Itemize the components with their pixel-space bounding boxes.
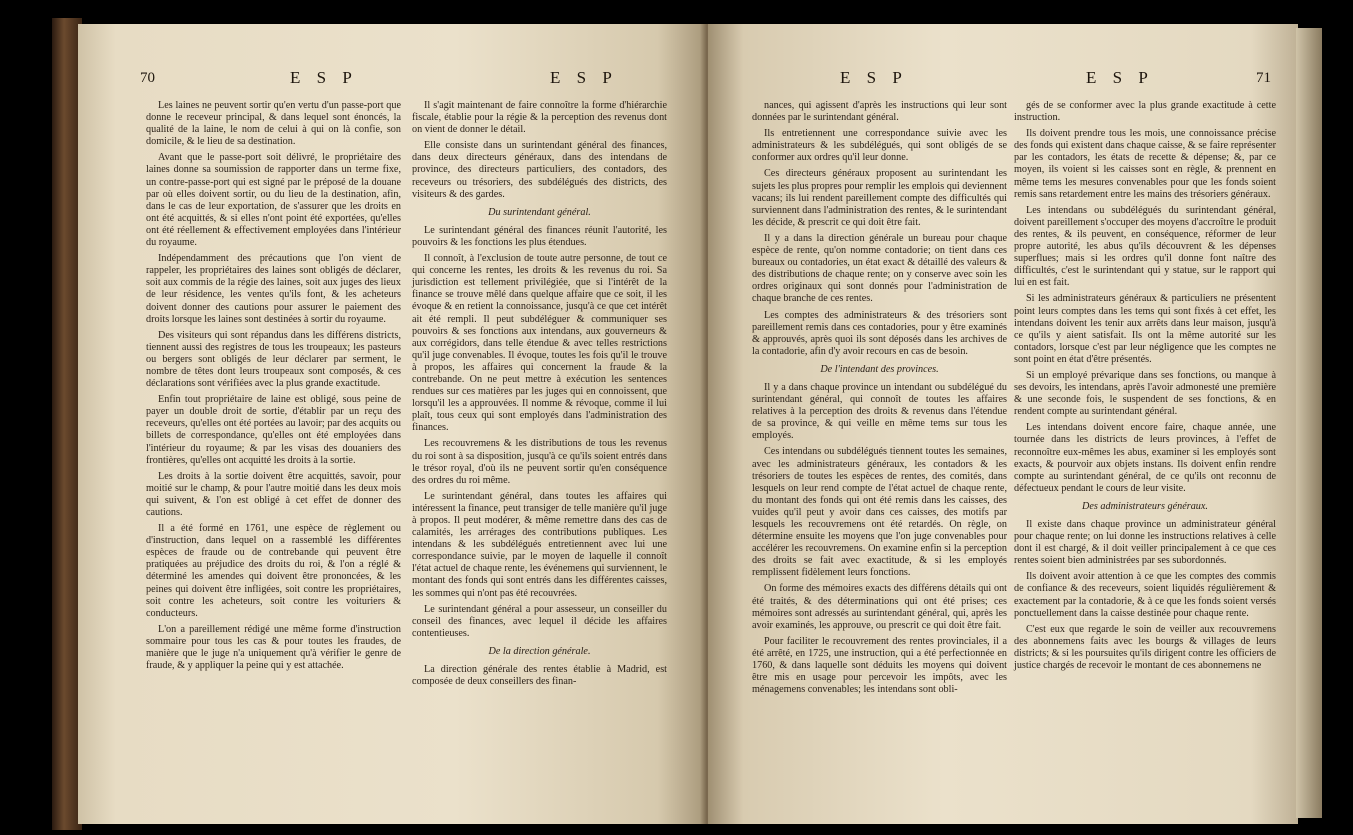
running-head-right-col1: E S P <box>840 68 908 87</box>
paragraph: Les comptes des administrateurs & des trésoriers sont pareillement remis dans ces contadories, pour y être examinés & approuvés, après quoi ils sont déposés dans les archives de la contadorie, afin d'y avoir recours en cas de besoin. <box>752 309 1007 357</box>
left-page-column-2 <box>412 100 667 692</box>
paragraph: Les intendans doivent encore faire, chaque année, une tournée dans les districts de leurs provinces, à l'effet de reconnoître eux-mêmes les abus, examiner si les employés sont exacts, & pourvoir aux objets instans. Ils doivent enfin rendre compte au surintendant général, de ce qu'ils ont reconnu de défectueux pendant le cours de leur visite. <box>1014 422 1276 494</box>
paragraph: Ces directeurs généraux proposent au surintendant les sujets les plus propres pour remplir les emplois qui deviennent vacans; ils lui rendent pareillement compte des difficultés qui surviennent dans l'administration des rentes, & le surintendant les décide, & prescrit ce qui doit être fait. <box>752 168 1007 228</box>
paragraph: Ils doivent prendre tous les mois, une connoissance précise des fonds qui existent dans chaque caisse, & se faire représenter par les contadors, les états de recette & dépense; &, par ce moyen, ils voient si les caisses sont en règle, & prennent en même tems les mesures convenables pour que les fonds soient remis sans retardement entre les mains des trésoriers généraux. <box>1014 128 1276 200</box>
section-heading: De la direction générale. <box>488 645 591 657</box>
paragraph: Les droits à la sortie doivent être acquittés, savoir, pour moitié sur le champ, & pour l'autre moitié dans les deux mois qui suivent, & l'on est obligé à cet effet de donner des cautions. <box>146 470 401 518</box>
section-heading: Du surintendant général. <box>488 206 591 218</box>
paragraph: Le surintendant général a pour assesseur, un conseiller du conseil des finances, avec lequel il décide les affaires contentieuses. <box>412 603 667 639</box>
paragraph: Ils entretiennent une correspondance suivie avec les administrateurs & les subdélégués, qui sont obligés de se conformer aux ordres qu'il leur donne. <box>752 128 1007 164</box>
section-heading: De l'intendant des provinces. <box>820 363 939 375</box>
right-page-column-1 <box>752 100 1007 700</box>
left-page-column-1 <box>146 100 401 676</box>
left-page <box>78 24 708 824</box>
paragraph: Le surintendant général, dans toutes les affaires qui intéressent la finance, peut transiger de telle manière qu'il juge à propos. Il peut modérer, & même remettre dans des cas de calamités, les arrérages des contributions publiques. Les intendans & les subdélégués entretiennent avec lui une correspondance suivie, par le moyen de laquelle il connoît l'état actuel de chaque rente, les événemens qui surviennent, le montant des fonds qui sont entrés dans les différentes caisses, les sommes qui n'ont pas été recouvrées. <box>412 490 668 599</box>
paragraph: La direction générale des rentes établie à Madrid, est composée de deux conseillers des finan- <box>412 664 667 688</box>
paragraph: gés de se conformer avec la plus grande exactitude à cette instruction. <box>1014 100 1276 124</box>
paragraph: Enfin tout propriétaire de laine est obligé, sous peine de payer un double droit de sortie, d'établir par un reçu des receveurs, qu'elles ont été portées au lavoir; par des acquits ou billets de correspondance, qu'elles ont été employées dans l'intérieur du royaume; & par les visas des douaniers des frontières, qu'elles ont acquitté les droits à la sortie. <box>146 394 401 466</box>
paragraph: Les recouvremens & les distributions de tous les revenus du roi sont à sa disposition, jusqu'à ce qu'ils soient entrés dans le trésor royal, d'où ils ne peuvent sortir qu'en conséquence des ordres du roi même. <box>412 438 667 486</box>
paragraph: Elle consiste dans un surintendant général des finances, dans deux directeurs généraux, dans des intendans de province, des directeurs particuliers, des contadors, des receveurs ou trésoriers, des subdélégués des districts, des visiteurs & des gardes. <box>412 140 667 200</box>
running-head-left-col1: E S P <box>290 68 358 87</box>
paragraph: On forme des mémoires exacts des différens détails qui ont été traités, & des déterminations qui ont été prises; ces mémoires sont adressés au surintendant général, qui, après les avoir examinés, les approuve, ou prescrit ce qui doit être fait. <box>752 583 1007 631</box>
book-page-edges <box>1296 28 1322 818</box>
paragraph: Ces intendans ou subdélégués tiennent toutes les semaines, avec les administrateurs généraux, les contadors & les trésoriers de toutes les espèces de rentes, des comités, dans lesquels on leur rend compte de l'état actuel de chaque rente, du montant des fonds qui ont été remis dans les caisses, des vuides qu'il peut y avoir dans ces caisses, des motifs par lesquels les recouvremens ont été retardés. On règle, on détermine ensuite les moyens que l'on juge convenables pour accélérer les recouvremens. On examine enfin si la perception des droits se fait avec exactitude, & si les employés remplissent fidèlement leurs fonctions. <box>752 446 1007 579</box>
paragraph: Les intendans ou subdélégués du surintendant général, doivent pareillement s'occuper des moyens d'accroître le produit des rentes, & ils peuvent, en conséquence, réformer de leur propre autorité, les abus qu'ils découvrent & les dépenses superflues; mais si les ordres qu'il donne font naître des difficultés, c'est le surintendant qui y statue, sur le rapport qui lui en est fait. <box>1014 204 1276 289</box>
paragraph: L'on a pareillement rédigé une même forme d'instruction sommaire pour tous les cas & pour toutes les fraudes, de manière que le juge n'a uniquement qu'à vérifier le genre de fraude, & y appliquer la peine qui y est attachée. <box>146 623 401 672</box>
right-page-column-2 <box>1014 100 1276 676</box>
paragraph: Si les administrateurs généraux & particuliers ne présentent point leurs comptes dans les tems qui sont fixés à cet effet, les intendans doivent les tenir aux arrêts dans leur maison, jusqu'à ce qu'ils y aient satisfait. Ils ont la même autorité sur les contadors, lorsque c'est par leur négligence que les comptes ne sont point en état d'être présentés. <box>1014 293 1276 365</box>
paragraph: Il y a dans chaque province un intendant ou subdélégué du surintendant général, qui connoît de toutes les affaires relatives à la perception des droits & revenus dans l'étendue de sa province, & qui veille en même tems sur tous les employés. <box>752 381 1007 442</box>
section-heading: Des administrateurs généraux. <box>1082 500 1208 512</box>
paragraph: Pour faciliter le recouvrement des rentes provinciales, il a été arrêté, en 1725, une instruction, qui a été perfectionnée en 1760, & dans laquelle sont déduits les moyens qui doivent être mis en usage pour percevoir les impôts, avec les ménagemens convenables; les intendans sont obli- <box>752 635 1007 696</box>
paragraph: Le surintendant général des finances réunit l'autorité, les pouvoirs & les fonctions les plus étendues. <box>412 224 667 248</box>
paragraph: Il y a dans la direction générale un bureau pour chaque espèce de rente, qu'on nomme contadorie; on tient dans ces bureaux ou contadories, un état exact & détaillé des valeurs & des distributions de chaque rente; on y conserve avec soin les ordres originaux qui sont donnés pour l'administration de chaque branche de ces rentes. <box>752 232 1007 305</box>
paragraph: Des visiteurs qui sont répandus dans les différens districts, tiennent aussi des registres de tous les troupeaux; les pasteurs ou bergers sont obligés de leur déclarer par serment, le nombre de têtes dont leurs troupeaux sont composés, & ces déclarations sont vérifiées avec la plus grande exactitude. <box>146 329 401 390</box>
paragraph: Il connoît, à l'exclusion de toute autre personne, de tout ce qui concerne les rentes, les droits & les revenus du roi. Sa jurisdiction est tellement privilégiée, que si l'intérêt de la finance se trouve mêlé dans quelque affaire que ce soit, il les évoque & en retient la connoissance, jusqu'à ce que cet intérêt ait été rempli. Il peut subdéléguer & communiquer ses pouvoirs & ses fonctions aux intendans, aux gouverneurs & aux corrégidors, dans telle étendue & avec telles restrictions qu'il juge convenables. Il évoque, toutes les fois qu'il le trouve à propos, les affaires qui concernent la fraude & la contrebande. On ne peut mettre à exécution les sentences rendues sur ces matières par les juges qui en connoissent, que lorsqu'il les a approuvées. Il nomme & révoque, comme il lui plaît, tous ceux qui sont employés dans l'administration des finances. <box>412 253 667 434</box>
paragraph: Il a été formé en 1761, une espèce de règlement ou d'instruction, dans lequel on a rassemblé les différentes espèces de fraude ou de contrebande qui peuvent être pratiquées au préjudice des droits du roi, & l'on a réglé & déterminé les amendes qui doivent être prononcées, & les peines qui doivent être infligées, soit contre les propriétaires, soit contre les acheteurs, soit contre les voituriers & conducteurs. <box>146 523 401 619</box>
running-head-left-col2: E S P <box>550 68 618 87</box>
paragraph: Les laines ne peuvent sortir qu'en vertu d'un passe-port que donne le receveur principal, & dans lequel sont énoncés, la qualité de la laine, le nom de celui à qui on là confie, son domicile, & le lieu de sa destination. <box>146 100 401 148</box>
page-number-left: 70 <box>140 70 155 86</box>
paragraph: Il s'agit maintenant de faire connoître la forme d'hiérarchie fiscale, établie pour la régie & la perception des revenus dont on vient de donner le détail. <box>412 100 667 136</box>
paragraph: Si un employé prévarique dans ses fonctions, ou manque à ses devoirs, les intendans, après l'avoir admonesté une première & une seconde fois, le suspendent de ses fonctions, & en rendent compte au surintendant général. <box>1014 369 1276 418</box>
page-number-right: 71 <box>1256 70 1271 86</box>
paragraph: Indépendamment des précautions que l'on vient de rappeler, les propriétaires des laines sont obligés de déclarer, soit aux commis de la régie des laines, soit aux juges des lieux de leur résidence, les ventes qu'ils font, & les acheteurs doivent donner des cautions pour assurer le paiement des droits lorsque les laines sont destinées à sortir du royaume. <box>146 253 401 325</box>
paragraph: C'est eux que regarde le soin de veiller aux recouvremens des abonnemens faits avec les bourgs & villages de leurs districts; & si les poursuites qu'ils dirigent contre les officiers de justice chargés de recevoir le montant de ces abonnemens ne <box>1014 623 1276 672</box>
right-page <box>708 24 1298 824</box>
paragraph: nances, qui agissent d'après les instructions qui leur sont données par le surintendant général. <box>752 100 1007 124</box>
paragraph: Avant que le passe-port soit délivré, le propriétaire des laines donne sa soumission de rapporter dans un terme fixe, un contre-passe-port qui est signé par le préposé de la douane par où elles doivent sortir, ou du lieu de la destination, afin, dans le cas de leur exportation, de s'assurer que les droits en ont été acquittés, & si elles n'ont point été exportées, qu'elles ont été réellement & effectivement employées dans l'intérieur du royaume. <box>146 152 401 249</box>
paragraph: Ils doivent avoir attention à ce que les comptes des commis de confiance & des receveurs, soient liquidés régulièrement & exactement par la contadorie, & à ce que les fonds soient versés ponctuellement dans la caisse destinée pour chaque rente. <box>1014 571 1276 619</box>
running-head-right-col2: E S P <box>1086 68 1154 87</box>
paragraph: Il existe dans chaque province un administrateur général pour chaque rente; on lui donne les instructions relatives à celle dont il est chargé, & il doit veiller principalement à ce que ces rentes soient bien administrées par ses subordonnés. <box>1014 519 1276 567</box>
